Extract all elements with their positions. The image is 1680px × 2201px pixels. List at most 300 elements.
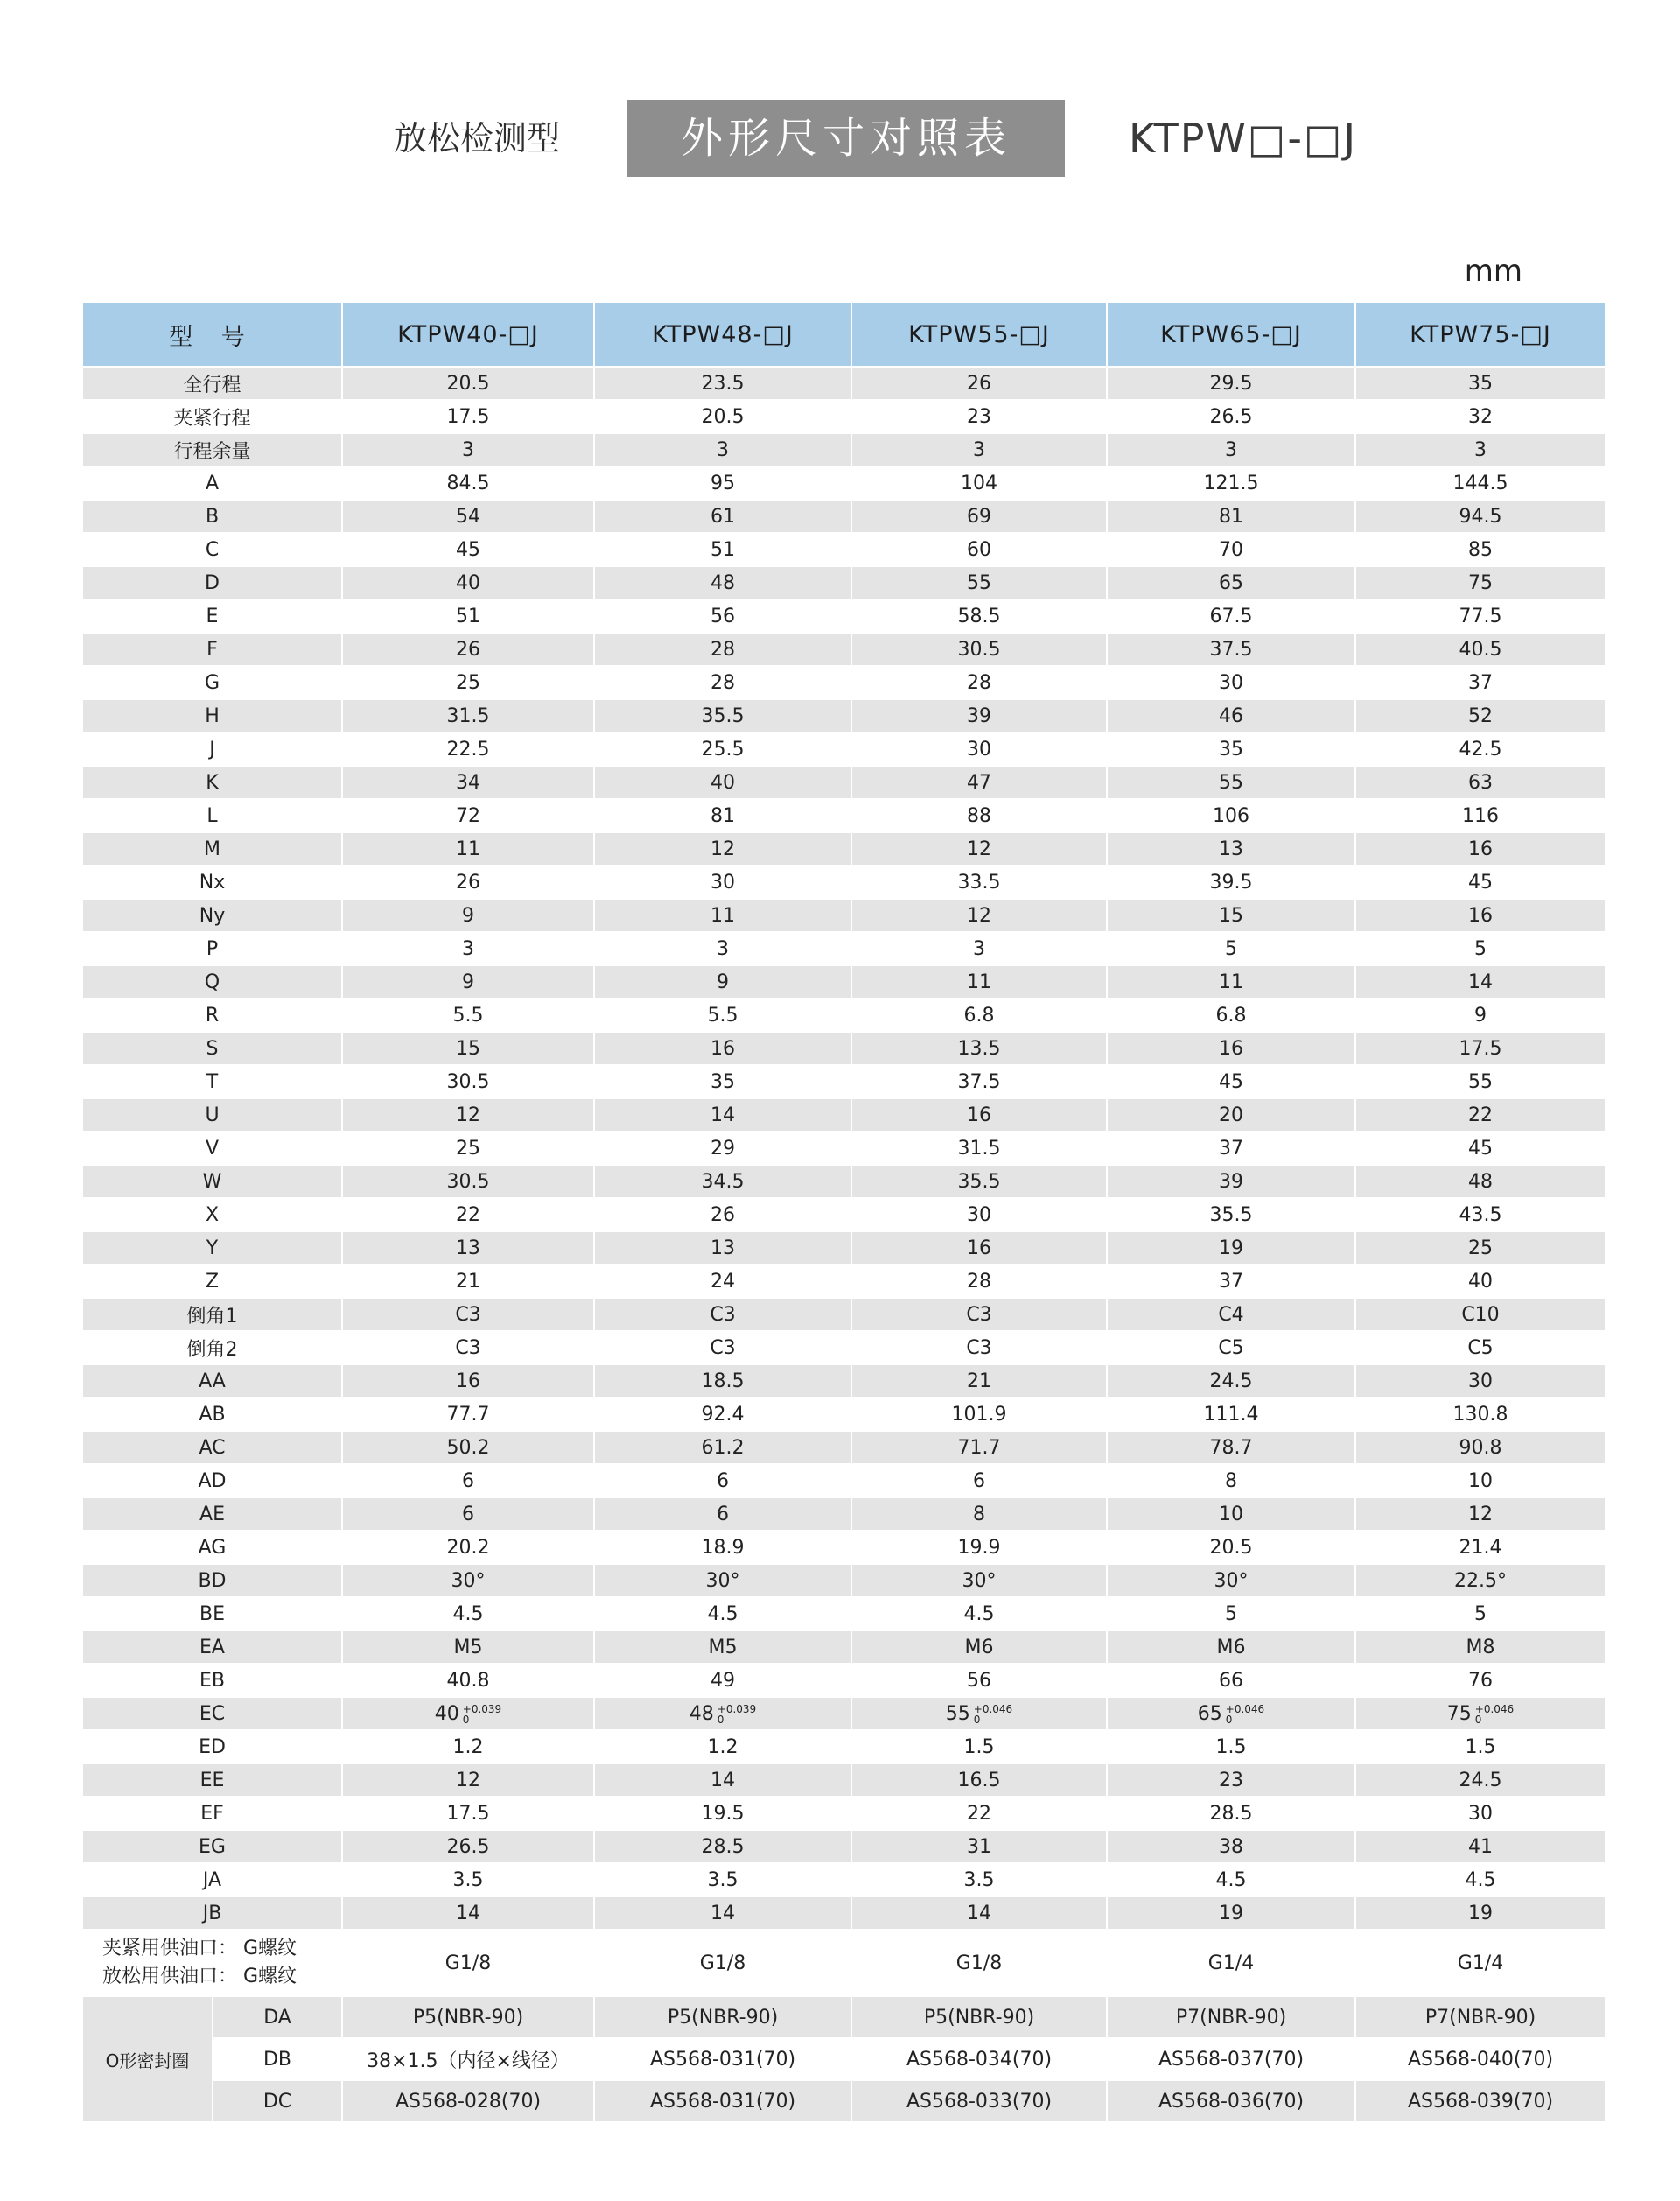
table-cell: 26.5 bbox=[1107, 400, 1355, 433]
oring-row bbox=[83, 2080, 1606, 2122]
table-cell: 54 bbox=[342, 500, 594, 533]
table-row bbox=[83, 1763, 1606, 1797]
table-cell: 4.5 bbox=[342, 1597, 594, 1630]
table-cell: 24 bbox=[594, 1265, 851, 1298]
row-label: 倒角2 bbox=[83, 1331, 342, 1364]
table-cell: 144.5 bbox=[1355, 466, 1606, 500]
table-cell: 94.5 bbox=[1355, 500, 1606, 533]
table-cell: 12 bbox=[342, 1763, 594, 1797]
table-cell: 13 bbox=[594, 1231, 851, 1265]
table-cell: 55 bbox=[851, 566, 1107, 599]
table-cell: 35 bbox=[1355, 367, 1606, 400]
table-cell: 22.5 bbox=[342, 732, 594, 766]
table-cell: 85 bbox=[1355, 533, 1606, 566]
table-cell: 6 bbox=[851, 1464, 1107, 1497]
table-cell: 6 bbox=[342, 1497, 594, 1531]
table-cell: 30° bbox=[1107, 1564, 1355, 1597]
table-cell: G1/8 bbox=[342, 1930, 594, 1996]
table-cell: 37 bbox=[1107, 1132, 1355, 1165]
table-row bbox=[83, 899, 1606, 932]
table-cell: M8 bbox=[1355, 1630, 1606, 1664]
table-cell: 3.5 bbox=[594, 1863, 851, 1896]
release-oil-port-label: 放松用供油口： G螺纹 bbox=[102, 1966, 298, 1987]
row-label: S bbox=[83, 1032, 342, 1065]
table-cell: 18.9 bbox=[594, 1531, 851, 1564]
table-cell: 3 bbox=[1355, 433, 1606, 466]
table-row bbox=[83, 1531, 1606, 1564]
table-row bbox=[83, 1664, 1606, 1697]
cell-value: 75 bbox=[1446, 1702, 1472, 1725]
table-cell: 88 bbox=[851, 799, 1107, 832]
table-cell: 101.9 bbox=[851, 1398, 1107, 1431]
table-row bbox=[83, 1497, 1606, 1531]
row-label: EA bbox=[83, 1630, 342, 1664]
table-cell: M5 bbox=[342, 1630, 594, 1664]
table-cell: M6 bbox=[851, 1630, 1107, 1664]
table-cell: 21 bbox=[851, 1364, 1107, 1398]
tolerance-upper: +0.039 bbox=[462, 1702, 502, 1715]
table-row bbox=[83, 566, 1606, 599]
table-cell: C3 bbox=[594, 1298, 851, 1331]
table-cell: 104 bbox=[851, 466, 1107, 500]
table-cell: 106 bbox=[1107, 799, 1355, 832]
table-cell: 20.2 bbox=[342, 1531, 594, 1564]
table-cell: 5 bbox=[1355, 932, 1606, 965]
tolerance bbox=[718, 1704, 756, 1725]
table-cell: P5(NBR-90) bbox=[851, 1996, 1107, 2038]
tolerance-upper: +0.046 bbox=[1474, 1702, 1515, 1715]
table-cell: 61 bbox=[594, 500, 851, 533]
table-row bbox=[83, 1298, 1606, 1331]
table-cell: 20 bbox=[1107, 1098, 1355, 1132]
table-cell: 20.5 bbox=[342, 367, 594, 400]
table-cell: 55 bbox=[1107, 766, 1355, 799]
table-cell: 22 bbox=[851, 1797, 1107, 1830]
table-cell: G1/4 bbox=[1107, 1930, 1355, 1996]
row-label: Q bbox=[83, 965, 342, 999]
row-label: AG bbox=[83, 1531, 342, 1564]
model-header: KTPW55-□J bbox=[851, 303, 1107, 367]
table-cell: 40.8 bbox=[342, 1664, 594, 1697]
table-cell: 66 bbox=[1107, 1664, 1355, 1697]
tolerance bbox=[1226, 1704, 1264, 1725]
table-cell: 11 bbox=[1107, 965, 1355, 999]
table-cell: 3 bbox=[851, 433, 1107, 466]
table-cell bbox=[594, 1697, 851, 1730]
table-cell: 14 bbox=[594, 1896, 851, 1930]
row-label: AC bbox=[83, 1431, 342, 1464]
row-label: Y bbox=[83, 1231, 342, 1265]
table-cell: 4.5 bbox=[1107, 1863, 1355, 1896]
row-label: T bbox=[83, 1065, 342, 1098]
table-row bbox=[83, 1198, 1606, 1231]
row-label: Z bbox=[83, 1265, 342, 1298]
oring-code: DA bbox=[213, 1996, 342, 2038]
table-cell: 75 bbox=[1355, 566, 1606, 599]
table-cell: 19 bbox=[1107, 1896, 1355, 1930]
table-cell: 1.2 bbox=[594, 1730, 851, 1763]
table-cell: 21.4 bbox=[1355, 1531, 1606, 1564]
table-cell: 45 bbox=[1355, 866, 1606, 899]
table-cell: 39 bbox=[851, 699, 1107, 732]
table-cell bbox=[1107, 1697, 1355, 1730]
table-cell: 45 bbox=[1355, 1132, 1606, 1165]
table-cell: 1.5 bbox=[851, 1730, 1107, 1763]
tolerance bbox=[974, 1704, 1012, 1725]
table-cell: 55 bbox=[1355, 1065, 1606, 1098]
table-cell: 26 bbox=[594, 1198, 851, 1231]
row-label: ED bbox=[83, 1730, 342, 1763]
table-cell: 31 bbox=[851, 1830, 1107, 1863]
row-label: V bbox=[83, 1132, 342, 1165]
table-cell: 17.5 bbox=[342, 1797, 594, 1830]
tolerance bbox=[463, 1704, 501, 1725]
model-header: KTPW40-□J bbox=[342, 303, 594, 367]
table-row bbox=[83, 666, 1606, 699]
table-cell: P5(NBR-90) bbox=[342, 1996, 594, 2038]
table-cell: C5 bbox=[1107, 1331, 1355, 1364]
row-label: U bbox=[83, 1098, 342, 1132]
table-cell: 6.8 bbox=[851, 999, 1107, 1032]
table-cell: 16 bbox=[1355, 832, 1606, 866]
row-label: H bbox=[83, 699, 342, 732]
row-label: EE bbox=[83, 1763, 342, 1797]
table-cell: 30 bbox=[1355, 1364, 1606, 1398]
table-cell: 81 bbox=[1107, 500, 1355, 533]
table-cell: 3 bbox=[851, 932, 1107, 965]
table-cell: C4 bbox=[1107, 1298, 1355, 1331]
row-label: AE bbox=[83, 1497, 342, 1531]
table-row bbox=[83, 1730, 1606, 1763]
table-cell: 30.5 bbox=[342, 1165, 594, 1198]
table-row bbox=[83, 1098, 1606, 1132]
table-row bbox=[83, 799, 1606, 832]
table-cell: 9 bbox=[1355, 999, 1606, 1032]
table-cell: 3.5 bbox=[342, 1863, 594, 1896]
row-label: F bbox=[83, 633, 342, 666]
table-cell: 71.7 bbox=[851, 1431, 1107, 1464]
cell-value: 40 bbox=[434, 1702, 459, 1725]
table-cell: 19.5 bbox=[594, 1797, 851, 1830]
table-cell: 95 bbox=[594, 466, 851, 500]
table-row bbox=[83, 866, 1606, 899]
row-label: EC bbox=[83, 1697, 342, 1730]
row-label: C bbox=[83, 533, 342, 566]
table-cell: 30 bbox=[594, 866, 851, 899]
table-cell: 78.7 bbox=[1107, 1431, 1355, 1464]
table-cell: 4.5 bbox=[851, 1597, 1107, 1630]
table-cell: 48 bbox=[1355, 1165, 1606, 1198]
table-cell: C3 bbox=[342, 1298, 594, 1331]
table-cell: 40 bbox=[594, 766, 851, 799]
table-cell: 3 bbox=[594, 932, 851, 965]
row-label: 全行程 bbox=[83, 367, 342, 400]
table-cell: 20.5 bbox=[1107, 1531, 1355, 1564]
table-row bbox=[83, 1398, 1606, 1431]
table-cell: 40 bbox=[1355, 1265, 1606, 1298]
row-label: R bbox=[83, 999, 342, 1032]
cell-value: 55 bbox=[945, 1702, 970, 1725]
row-label: 行程余量 bbox=[83, 433, 342, 466]
table-row bbox=[83, 965, 1606, 999]
row-label: P bbox=[83, 932, 342, 965]
tolerance-lower: 0 bbox=[1225, 1713, 1233, 1726]
table-cell: 4.5 bbox=[594, 1597, 851, 1630]
table-cell: 32 bbox=[1355, 400, 1606, 433]
table-cell: 40.5 bbox=[1355, 633, 1606, 666]
table-cell: 14 bbox=[342, 1896, 594, 1930]
table-cell: 35.5 bbox=[851, 1165, 1107, 1198]
table-cell: 5.5 bbox=[342, 999, 594, 1032]
table-cell: 38 bbox=[1107, 1830, 1355, 1863]
table-cell: 69 bbox=[851, 500, 1107, 533]
table-cell: 17.5 bbox=[1355, 1032, 1606, 1065]
table-cell: 11 bbox=[851, 965, 1107, 999]
table-row bbox=[83, 1265, 1606, 1298]
table-cell: 42.5 bbox=[1355, 732, 1606, 766]
table-cell: 30.5 bbox=[851, 633, 1107, 666]
row-label: 夹紧行程 bbox=[83, 400, 342, 433]
row-label: AA bbox=[83, 1364, 342, 1398]
table-cell: AS568-031(70) bbox=[594, 2038, 851, 2080]
table-cell: 56 bbox=[594, 599, 851, 633]
table-cell: 81 bbox=[594, 799, 851, 832]
table-cell: 15 bbox=[1107, 899, 1355, 932]
row-label: M bbox=[83, 832, 342, 866]
table-cell: 30° bbox=[851, 1564, 1107, 1597]
table-row bbox=[83, 699, 1606, 732]
table-row bbox=[83, 1797, 1606, 1830]
model-column-header: 型 号 bbox=[83, 303, 342, 367]
table-row bbox=[83, 766, 1606, 799]
table-cell: 26 bbox=[342, 866, 594, 899]
table-row bbox=[83, 1065, 1606, 1098]
table-row bbox=[83, 1564, 1606, 1597]
table-cell: 37 bbox=[1107, 1265, 1355, 1298]
cell-value: 48 bbox=[689, 1702, 714, 1725]
table-row bbox=[83, 533, 1606, 566]
table-cell: 35 bbox=[594, 1065, 851, 1098]
table-cell bbox=[1355, 1697, 1606, 1730]
table-cell: 40 bbox=[342, 566, 594, 599]
table-row bbox=[83, 1132, 1606, 1165]
table-row bbox=[83, 1697, 1606, 1730]
table-cell: 9 bbox=[342, 965, 594, 999]
table-cell: 9 bbox=[342, 899, 594, 932]
row-label: K bbox=[83, 766, 342, 799]
table-cell: 116 bbox=[1355, 799, 1606, 832]
table-cell: 51 bbox=[594, 533, 851, 566]
row-label: B bbox=[83, 500, 342, 533]
table-row bbox=[83, 500, 1606, 533]
table-row bbox=[83, 999, 1606, 1032]
table-cell: 11 bbox=[594, 899, 851, 932]
cell-value: 65 bbox=[1197, 1702, 1222, 1725]
table-cell: 30 bbox=[1107, 666, 1355, 699]
table-cell: 70 bbox=[1107, 533, 1355, 566]
table-cell: 84.5 bbox=[342, 466, 594, 500]
table-row bbox=[83, 832, 1606, 866]
table-cell: 13 bbox=[342, 1231, 594, 1265]
table-cell: 1.2 bbox=[342, 1730, 594, 1763]
table-row bbox=[83, 1231, 1606, 1265]
table-row bbox=[83, 1464, 1606, 1497]
table-cell: 16 bbox=[1107, 1032, 1355, 1065]
tolerance-upper: +0.039 bbox=[717, 1702, 757, 1715]
table-cell: 5 bbox=[1107, 932, 1355, 965]
table-cell: 16.5 bbox=[851, 1763, 1107, 1797]
table-cell: 31.5 bbox=[851, 1132, 1107, 1165]
table-cell: 3 bbox=[342, 932, 594, 965]
table-cell: AS568-040(70) bbox=[1355, 2038, 1606, 2080]
oring-code: DB bbox=[213, 2038, 342, 2080]
table-cell: 13.5 bbox=[851, 1032, 1107, 1065]
table-cell: 90.8 bbox=[1355, 1431, 1606, 1464]
table-cell: 8 bbox=[851, 1497, 1107, 1531]
model-header: KTPW65-□J bbox=[1107, 303, 1355, 367]
table-row bbox=[83, 932, 1606, 965]
table-cell: 24.5 bbox=[1107, 1364, 1355, 1398]
table-cell: 56 bbox=[851, 1664, 1107, 1697]
row-label: Ny bbox=[83, 899, 342, 932]
table-cell: 6.8 bbox=[1107, 999, 1355, 1032]
table-cell: 25 bbox=[1355, 1231, 1606, 1265]
table-row bbox=[83, 1597, 1606, 1630]
table-cell: 22 bbox=[1355, 1098, 1606, 1132]
row-label: BE bbox=[83, 1597, 342, 1630]
page-title: 外形尺寸对照表 bbox=[627, 100, 1065, 177]
row-label: Nx bbox=[83, 866, 342, 899]
table-cell: 20.5 bbox=[594, 400, 851, 433]
row-label: D bbox=[83, 566, 342, 599]
table-cell: 12 bbox=[342, 1098, 594, 1132]
table-cell: 37.5 bbox=[851, 1065, 1107, 1098]
model-header: KTPW48-□J bbox=[594, 303, 851, 367]
table-cell: 61.2 bbox=[594, 1431, 851, 1464]
table-cell: 121.5 bbox=[1107, 466, 1355, 500]
table-row bbox=[83, 1630, 1606, 1664]
table-cell: AS568-036(70) bbox=[1107, 2080, 1355, 2122]
table-cell: 63 bbox=[1355, 766, 1606, 799]
table-row bbox=[83, 1431, 1606, 1464]
table-cell: 30 bbox=[1355, 1797, 1606, 1830]
row-label: EB bbox=[83, 1664, 342, 1697]
table-cell: 35.5 bbox=[594, 699, 851, 732]
table-cell: 41 bbox=[1355, 1830, 1606, 1863]
row-label: L bbox=[83, 799, 342, 832]
table-cell: 1.5 bbox=[1107, 1730, 1355, 1763]
table-cell: 25 bbox=[342, 666, 594, 699]
unit-label: mm bbox=[1464, 254, 1522, 289]
table-cell: 26.5 bbox=[342, 1830, 594, 1863]
table-cell: 50.2 bbox=[342, 1431, 594, 1464]
table-cell: P7(NBR-90) bbox=[1107, 1996, 1355, 2038]
table-row bbox=[83, 1364, 1606, 1398]
row-label: G bbox=[83, 666, 342, 699]
table-cell: 6 bbox=[594, 1464, 851, 1497]
table-cell: 45 bbox=[1107, 1065, 1355, 1098]
table-cell bbox=[851, 1697, 1107, 1730]
oring-code: DC bbox=[213, 2080, 342, 2122]
table-cell: 16 bbox=[1355, 899, 1606, 932]
table-cell: 5 bbox=[1107, 1597, 1355, 1630]
table-cell: 34.5 bbox=[594, 1165, 851, 1198]
table-cell: 39.5 bbox=[1107, 866, 1355, 899]
table-row bbox=[83, 1165, 1606, 1198]
table-cell: 10 bbox=[1107, 1497, 1355, 1531]
table-cell: 51 bbox=[342, 599, 594, 633]
table-cell: C10 bbox=[1355, 1298, 1606, 1331]
table-row bbox=[83, 466, 1606, 500]
table-cell: 9 bbox=[594, 965, 851, 999]
table-row bbox=[83, 732, 1606, 766]
table-row bbox=[83, 599, 1606, 633]
table-cell: 31.5 bbox=[342, 699, 594, 732]
tolerance bbox=[1475, 1704, 1514, 1725]
table-cell: 45 bbox=[342, 533, 594, 566]
table-cell: 60 bbox=[851, 533, 1107, 566]
table-cell: 8 bbox=[1107, 1464, 1355, 1497]
table-cell: 22 bbox=[342, 1198, 594, 1231]
table-cell: 23.5 bbox=[594, 367, 851, 400]
table-cell: 21 bbox=[342, 1265, 594, 1298]
table-cell: 12 bbox=[851, 899, 1107, 932]
dimension-table bbox=[83, 303, 1606, 2123]
table-cell: 35.5 bbox=[1107, 1198, 1355, 1231]
table-cell: 11 bbox=[342, 832, 594, 866]
table-cell: 39 bbox=[1107, 1165, 1355, 1198]
table-cell: 77.7 bbox=[342, 1398, 594, 1431]
table-cell: 30 bbox=[851, 1198, 1107, 1231]
row-label: EF bbox=[83, 1797, 342, 1830]
table-cell: 29.5 bbox=[1107, 367, 1355, 400]
row-label: EG bbox=[83, 1830, 342, 1863]
section-subtitle: 放松检测型 bbox=[394, 119, 561, 158]
table-cell: 23 bbox=[1107, 1763, 1355, 1797]
row-label: J bbox=[83, 732, 342, 766]
tolerance-upper: +0.046 bbox=[973, 1702, 1013, 1715]
oring-group-label: O形密封圈 bbox=[83, 1996, 213, 2122]
table-cell: 111.4 bbox=[1107, 1398, 1355, 1431]
table-cell: 4.5 bbox=[1355, 1863, 1606, 1896]
table-cell: 25.5 bbox=[594, 732, 851, 766]
table-cell: 28.5 bbox=[1107, 1797, 1355, 1830]
table-row bbox=[83, 1863, 1606, 1896]
table-cell: 19 bbox=[1355, 1896, 1606, 1930]
table-cell: 5 bbox=[1355, 1597, 1606, 1630]
row-label: AD bbox=[83, 1464, 342, 1497]
table-cell: AS568-028(70) bbox=[342, 2080, 594, 2122]
tolerance-upper: +0.046 bbox=[1225, 1702, 1265, 1715]
table-cell: 26 bbox=[342, 633, 594, 666]
table-cell: M5 bbox=[594, 1630, 851, 1664]
table-cell: 19 bbox=[1107, 1231, 1355, 1265]
table-cell: 16 bbox=[851, 1098, 1107, 1132]
table-cell: AS568-034(70) bbox=[851, 2038, 1107, 2080]
tolerance-lower: 0 bbox=[717, 1713, 724, 1726]
table-cell: 18.5 bbox=[594, 1364, 851, 1398]
table-cell: 5.5 bbox=[594, 999, 851, 1032]
table-row bbox=[83, 633, 1606, 666]
table-cell: 15 bbox=[342, 1032, 594, 1065]
table-cell: 49 bbox=[594, 1664, 851, 1697]
oil-port-label bbox=[83, 1930, 342, 1996]
tolerance-lower: 0 bbox=[1474, 1713, 1482, 1726]
row-label: 倒角1 bbox=[83, 1298, 342, 1331]
tolerance-lower: 0 bbox=[973, 1713, 981, 1726]
table-cell: 48 bbox=[594, 566, 851, 599]
row-label: E bbox=[83, 599, 342, 633]
